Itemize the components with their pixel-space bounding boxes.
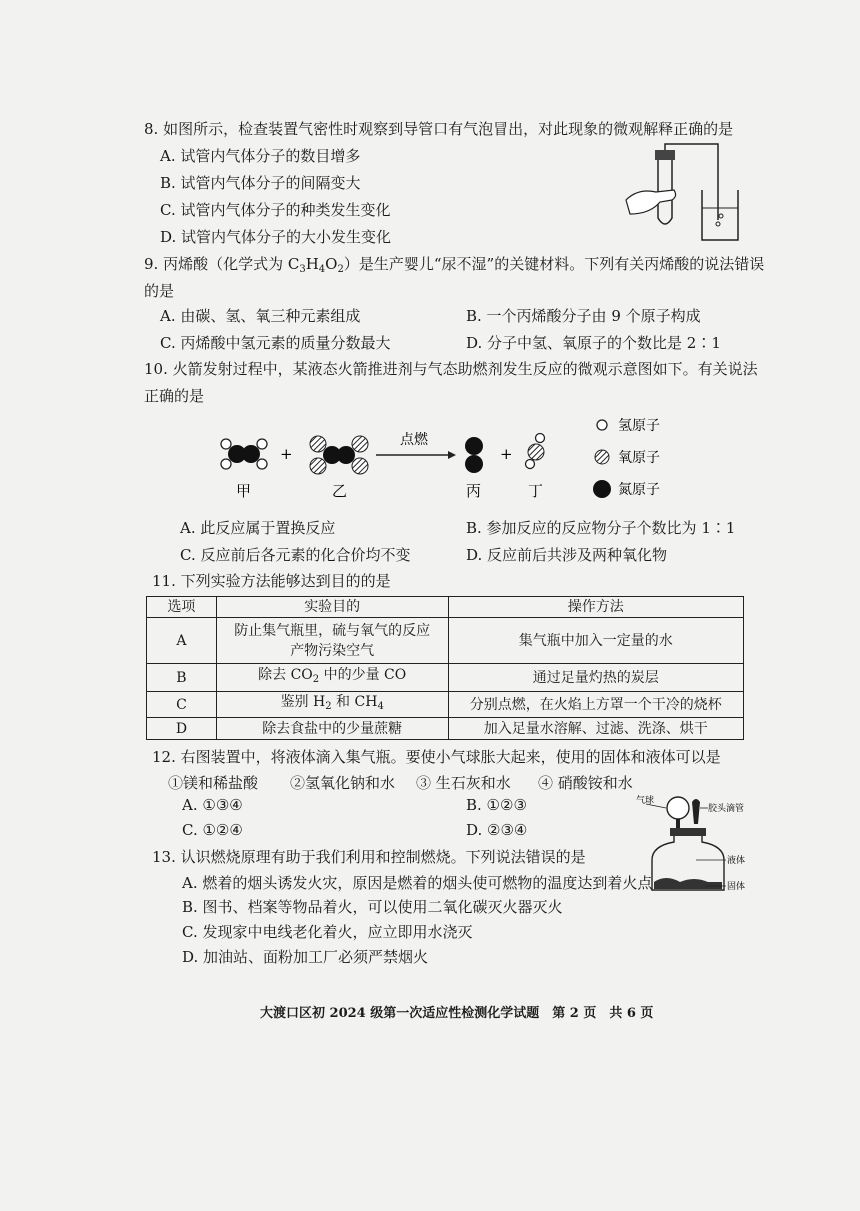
q12-option-c: C. ①②④	[182, 821, 243, 839]
q9-sub-2: 2	[337, 264, 344, 275]
goal-text: 鉴别 H	[280, 694, 326, 710]
q12-option-a: A. ①③④	[182, 796, 243, 814]
q11-stem: 11. 下列实验方法能够达到目的的是	[152, 572, 391, 590]
table-header-goal: 实验目的	[216, 597, 448, 618]
dropper-icon	[692, 799, 700, 824]
table-cell-option: B	[147, 664, 217, 692]
molecule-jia	[221, 439, 267, 469]
balloon-icon	[667, 797, 689, 819]
q10-option-b: B. 参加反应的反应物分子个数比为 1∶1	[466, 519, 736, 537]
q12-choice-1: ①镁和稀盐酸	[168, 774, 259, 792]
table-row	[147, 718, 744, 740]
q12-choice-4: ④ 硝酸铵和水	[538, 774, 633, 792]
table-cell-method: 通过足量灼热的炭层	[448, 664, 744, 692]
q8-option-c: C. 试管内气体分子的种类发生变化	[160, 201, 391, 219]
q12-option-b: B. ①②③	[466, 796, 527, 814]
q10-stem-line1: 10. 火箭发射过程中，某液态火箭推进剂与气态助燃剂发生反应的微观示意图如下。有关说法	[144, 360, 758, 378]
label-jia: 甲	[236, 482, 252, 500]
page-footer: 大渡口区初 2024 级第一次适应性检测化学试题 第 2 页 共 6 页	[260, 1006, 654, 1021]
q10-option-d: D. 反应前后共涉及两种氧化物	[466, 546, 668, 564]
goal-subscript: 2	[312, 674, 320, 685]
legend-nitrogen-symbol	[593, 480, 611, 498]
table-cell-method: 分别点燃，在火焰上方罩一个干冷的烧杯	[448, 692, 744, 718]
legend-hydrogen: 氢原子	[618, 418, 660, 434]
label-dropper: 胶头滴管	[708, 804, 745, 814]
airtightness-apparatus-figure	[620, 140, 750, 245]
table-cell-option: D	[147, 718, 217, 740]
table-cell-goal: 除去食盐中的少量蔗糖	[216, 718, 448, 740]
table-row	[147, 618, 744, 664]
q9-option-b: B. 一个丙烯酸分子由 9 个原子构成	[466, 307, 701, 325]
q13-option-b: B. 图书、档案等物品着火，可以使用二氧化碳灭火器灭火	[182, 898, 563, 916]
molecule-yi	[310, 436, 368, 474]
q9-stem-line2: 的是	[144, 282, 175, 300]
q8-option-b: B. 试管内气体分子的间隔变大	[160, 174, 361, 192]
table-header-row	[147, 597, 744, 618]
legend-oxygen: 氧原子	[618, 450, 660, 466]
goal-line-2: 产物污染空气	[290, 642, 375, 659]
q9-sub-3: 3	[299, 264, 306, 275]
q8-stem: 8. 如图所示，检查装置气密性时观察到导管口有气泡冒出，对此现象的微观解释正确的是	[144, 120, 734, 138]
table-header-method: 操作方法	[448, 597, 744, 618]
goal-subscript: 2	[325, 701, 332, 712]
goal-text: 除去 CO	[258, 667, 313, 683]
table-row	[147, 692, 744, 718]
table-cell-goal	[216, 692, 448, 718]
label-solid: 固体	[727, 882, 746, 892]
q10-option-a: A. 此反应属于置换反应	[180, 519, 336, 537]
label-liquid: 液体	[727, 856, 746, 866]
table-cell-goal	[216, 618, 448, 664]
plus-sign-2: +	[500, 445, 513, 463]
q10-stem-line2: 正确的是	[144, 387, 205, 405]
reaction-micro-diagram	[210, 412, 710, 510]
plus-sign-1: +	[280, 445, 293, 463]
q10-option-c: C. 反应前后各元素的化合价均不变	[180, 546, 411, 564]
table-cell-method: 集气瓶中加入一定量的水	[448, 618, 744, 664]
q13-option-a: A. 燃着的烟头诱发火灾，原因是燃着的烟头使可燃物的温度达到着火点	[182, 874, 653, 892]
arrow-label: 点燃	[400, 432, 428, 448]
label-bing: 丙	[466, 482, 482, 500]
q13-option-d: D. 加油站、面粉加工厂必须严禁烟火	[182, 948, 429, 966]
q8-option-a: A. 试管内气体分子的数目增多	[160, 147, 361, 165]
table-cell-method: 加入足量水溶解、过滤、洗涤、烘干	[448, 718, 744, 740]
legend-hydrogen-symbol	[597, 420, 607, 430]
q13-option-c: C. 发现家中电线老化着火，应立即用水浇灭	[182, 923, 473, 941]
q9-stem-part: 9. 丙烯酸（化学式为 C	[144, 255, 300, 273]
table-header-option: 选项	[147, 597, 217, 618]
q12-option-d: D. ②③④	[466, 821, 528, 839]
q12-stem: 12. 右图装置中，将液体滴入集气瓶。要使小气球胀大起来，使用的固体和液体可以是	[152, 748, 721, 766]
label-yi: 乙	[332, 482, 348, 500]
q9-stem-part-rest: ）是生产婴儿“尿不湿”的关键材料。下列有关丙烯酸的说法错误	[343, 255, 765, 273]
q9-sub-4: 4	[318, 264, 326, 275]
q12-choice-2: ②氢氧化钠和水	[290, 774, 396, 792]
legend-oxygen-symbol	[595, 450, 609, 464]
q9-option-c: C. 丙烯酸中氢元素的质量分数最大	[160, 334, 391, 352]
goal-subscript-2: 4	[377, 701, 384, 712]
q9-stem-part-h: H	[305, 255, 319, 273]
q9-option-d: D. 分子中氢、氧原子的个数比是 2∶1	[466, 334, 721, 352]
q9-stem-part-o: O	[325, 255, 338, 273]
table-row	[147, 664, 744, 692]
table-cell-option: A	[147, 618, 217, 664]
q13-stem: 13. 认识燃烧原理有助于我们利用和控制燃烧。下列说法错误的是	[152, 848, 586, 866]
q8-option-d: D. 试管内气体分子的大小发生变化	[160, 228, 392, 246]
label-ding: 丁	[528, 482, 544, 500]
q9-stem	[144, 253, 764, 275]
label-balloon: 气球	[636, 796, 655, 806]
molecule-ding	[526, 434, 545, 469]
experiment-table	[146, 596, 744, 740]
legend-nitrogen: 氮原子	[618, 482, 660, 498]
balloon-flask-figure	[636, 790, 746, 895]
table-cell-goal	[216, 664, 448, 692]
goal-text-post: 中的少量 CO	[319, 667, 407, 683]
molecule-bing	[465, 437, 483, 473]
goal-line-1: 防止集气瓶里，硫与氧气的反应	[234, 622, 431, 639]
table-cell-option: C	[147, 692, 217, 718]
q12-choice-3: ③ 生石灰和水	[416, 774, 511, 792]
goal-text-mid: 和 CH	[331, 694, 378, 710]
q9-option-a: A. 由碳、氢、氧三种元素组成	[160, 307, 361, 325]
